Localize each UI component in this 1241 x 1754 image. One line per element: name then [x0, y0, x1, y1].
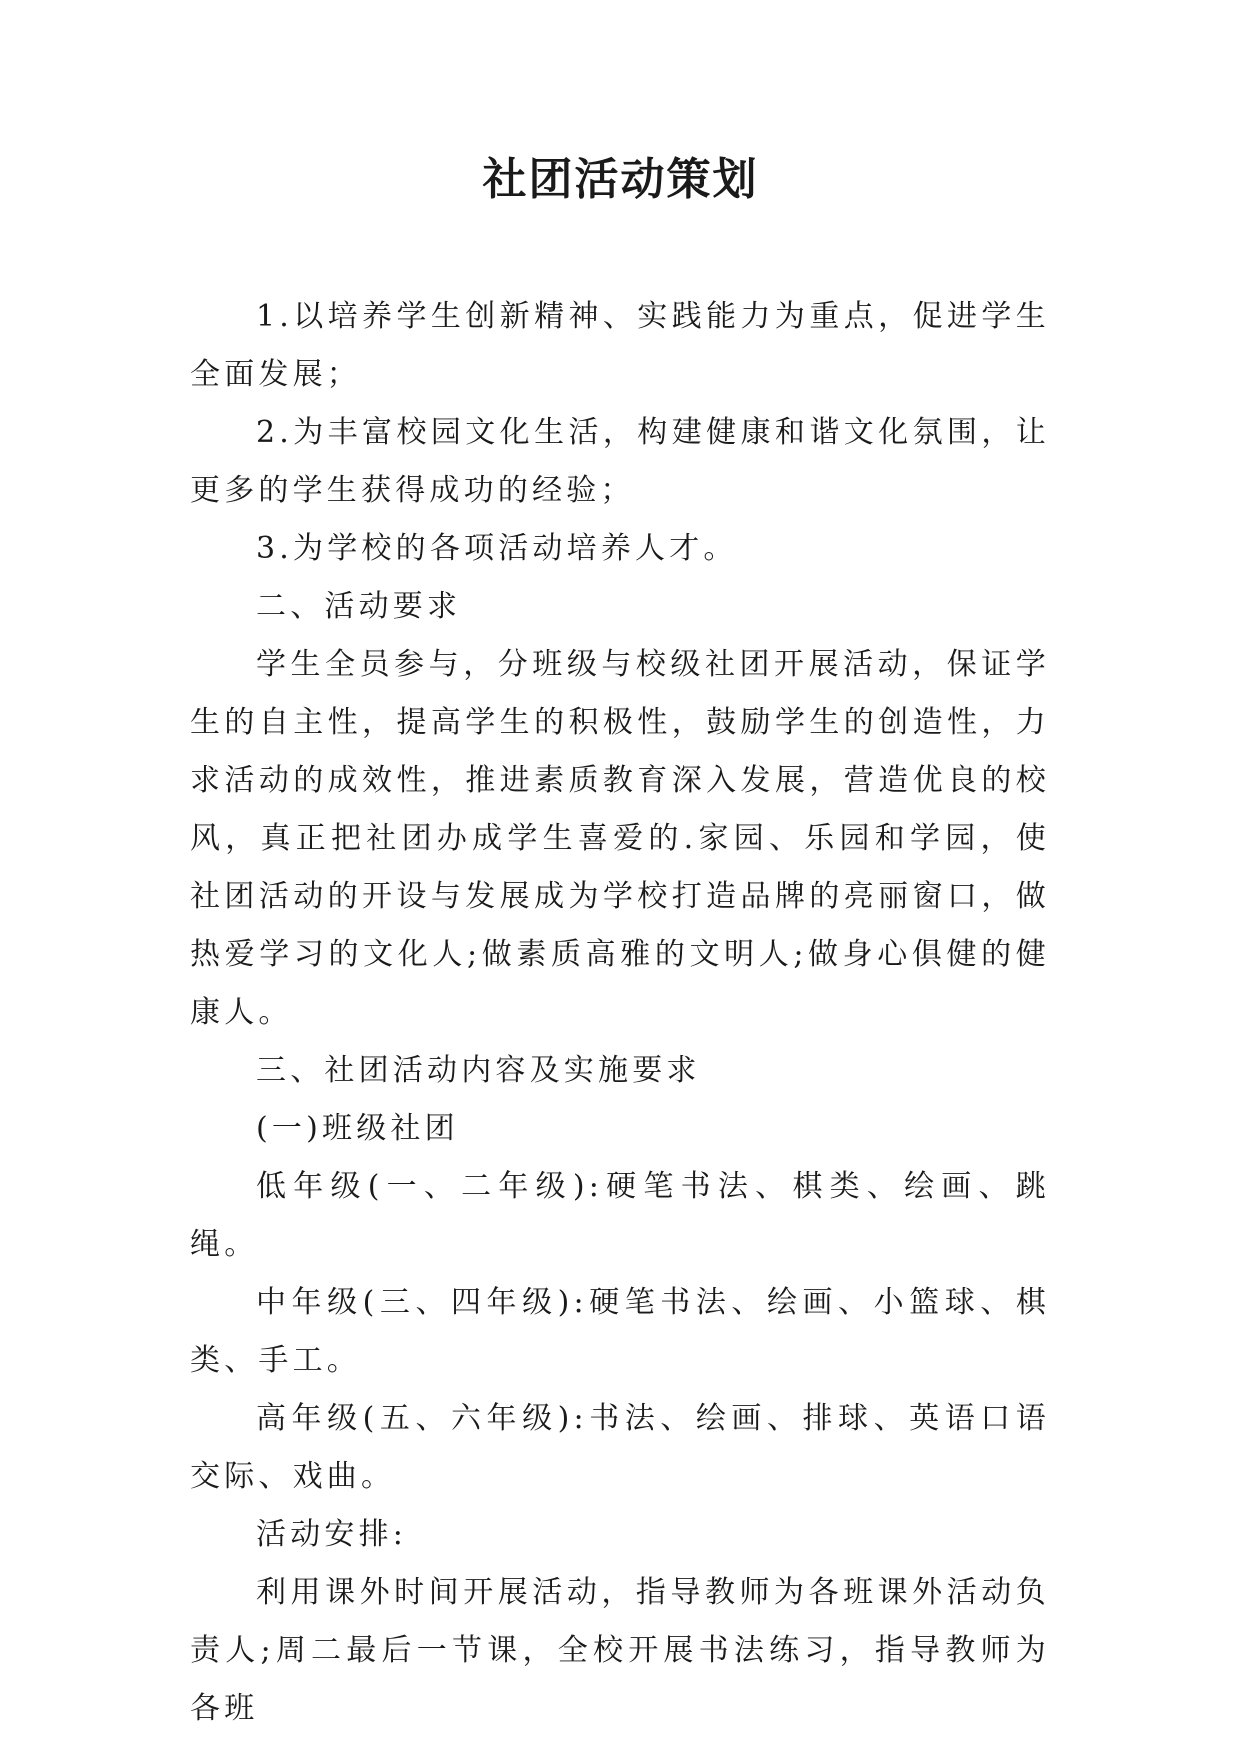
goal-paragraph-1: 1.以培养学生创新精神、实践能力为重点，促进学生全面发展； [190, 299, 1050, 392]
schedule-heading: 活动安排: [256, 1517, 408, 1552]
goal-paragraph-3: 3.为学校的各项活动培养人才。 [256, 531, 738, 566]
lower-grade-paragraph: 低年级(一、二年级):硬笔书法、棋类、绘画、跳绳。 [190, 1169, 1050, 1262]
document-body [190, 288, 1050, 1738]
schedule-paragraph: 利用课外时间开展活动，指导教师为各班课外活动负责人;周二最后一节课，全校开展书法练习，指导教师为各班 [190, 1575, 1050, 1726]
subsection-heading-class-clubs: (一)班级社团 [256, 1111, 459, 1146]
requirements-paragraph: 学生全员参与，分班级与校级社团开展活动，保证学生的自主性，提高学生的积极性，鼓励学生的创造性，力求活动的成效性，推进素质教育深入发展，营造优良的校风，真正把社团办成学生喜爱的.家园、乐园和学园，使社团活动的开设与发展成为学校打造品牌的亮丽窗口，做热爱学习的文化人;做素质高雅的文明人;做身心俱健的健康人。 [190, 647, 1050, 1030]
document-title: 社团活动策划 [482, 154, 759, 205]
upper-grade-paragraph: 高年级(五、六年级):书法、绘画、排球、英语口语交际、戏曲。 [190, 1401, 1050, 1494]
middle-grade-paragraph: 中年级(三、四年级):硬笔书法、绘画、小篮球、棋类、手工。 [190, 1285, 1050, 1378]
section-heading-content: 三、社团活动内容及实施要求 [256, 1053, 701, 1088]
section-heading-requirements: 二、活动要求 [256, 589, 462, 624]
goal-paragraph-2: 2.为丰富校园文化生活，构建健康和谐文化氛围，让更多的学生获得成功的经验； [190, 415, 1050, 508]
